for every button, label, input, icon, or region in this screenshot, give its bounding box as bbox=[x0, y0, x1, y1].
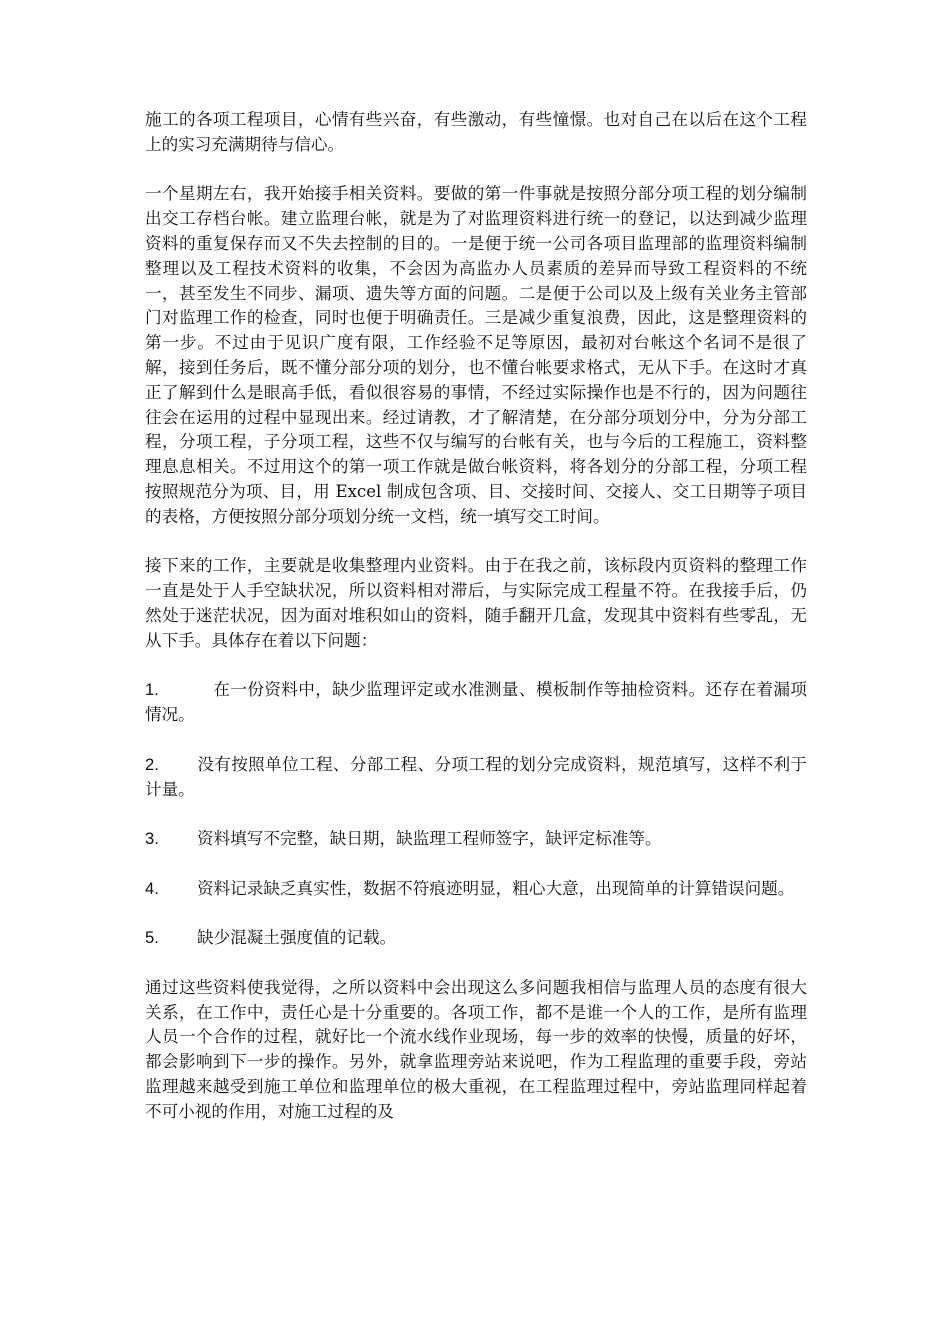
list-number: 1. bbox=[145, 680, 159, 700]
list-text: 资料记录缺乏真实性，数据不符痕迹明显，粗心大意，出现简单的计算错误问题。 bbox=[197, 878, 795, 898]
paragraph-ledger: 一个星期左右，我开始接手相关资料。要做的第一件事就是按照分部分项工程的划分编制出交工存档台帐。建立监理台帐，就是为了对监理资料进行统一的登记，以达到减少监理资料的重复保存而又不失去控制的目的。一是便于统一公司各项目监理部的监理资料编制整理以及工程技术资料的收集，不会因为高监办人员素质的差异而导致工程资料的不统一，甚至发生不同步、漏项、遗失等方面的问题。二是便于公司以及上级有关业务主管部门对监理工作的检查，同时也便于明确责任。三是减少重复浪费，因此，这是整理资料的第一步。不过由于见识广度有限，工作经验不足等原因，最初对台帐这个名词不是很了解，接到任务后，既不懂分部分项的划分，也不懂台帐要求格式，无从下手。在这时才真正了解到什么是眼高手低，看似很容易的事情，不经过实际操作也是不行的，因为问题往往会在运用的过程中显现出来。经过请教，才了解清楚，在分部分项划分中，分为分部工程，分项工程，子分项工程，这些不仅与编写的台帐有关，也与今后的工程施工，资料整理息息相关。不过用这个的第一项工作就是做台帐资料，将各划分的分部工程，分项工程按照规范分为项、目，用 Excel 制成包含项、目、交接时间、交接人、交工日期等子项目的表格，方便按照分部分项划分统一文档，统一填写交工时间。 bbox=[145, 184, 807, 526]
list-number: 5. bbox=[145, 928, 159, 948]
list-item bbox=[145, 877, 807, 902]
list-number: 3. bbox=[145, 829, 159, 849]
list-item bbox=[145, 827, 807, 852]
list-text: 没有按照单位工程、分部工程、分项工程的划分完成资料，规范填写，这样不利于计量。 bbox=[145, 754, 807, 799]
paragraph-data-collection: 接下来的工作，主要就是收集整理内业资料。由于在我之前，该标段内页资料的整理工作一直是处于人手空缺状况，所以资料相对滞后，与实际完成工程量不符。在我接手后，仍然处于迷茫状况，因为面对堆积如山的资料，随手翻开几盒，发现其中资料有些零乱，无从下手。具体存在着以下问题： bbox=[145, 556, 807, 650]
list-text: 缺少混凝土强度值的记载。 bbox=[197, 928, 397, 948]
list-item bbox=[145, 926, 807, 951]
paragraph-intro: 施工的各项工程项目，心情有些兴奋，有些激动，有些憧憬。也对自己在以后在这个工程上的实习充满期待与信心。 bbox=[145, 110, 807, 154]
list-number: 4. bbox=[145, 878, 159, 898]
list-item bbox=[145, 678, 807, 728]
document-body bbox=[145, 108, 807, 1149]
paragraph-responsibility: 通过这些资料使我觉得，之所以资料中会出现这么多问题我相信与监理人员的态度有很大关系，在工作中，责任心是十分重要的。各项工作，都不是谁一个人的工作，是所有监理人员一个合作的过程，就好比一个流水线作业现场，每一步的效率的快慢，质量的好坏，都会影响到下一步的操作。另外，就拿监理旁站来说吧，作为工程监理的重要手段，旁站监理越来越受到施工单位和监理单位的极大重视，在工程监理过程中，旁站监理同样起着不可小视的作用，对施工过程的及 bbox=[145, 977, 807, 1121]
list-item bbox=[145, 753, 807, 803]
list-text: 在一份资料中，缺少监理评定或水准测量、模板制作等抽检资料。还存在着漏项情况。 bbox=[145, 680, 807, 725]
list-number: 2. bbox=[145, 754, 159, 774]
list-text: 资料填写不完整，缺日期，缺监理工程师签字，缺评定标准等。 bbox=[197, 829, 662, 849]
